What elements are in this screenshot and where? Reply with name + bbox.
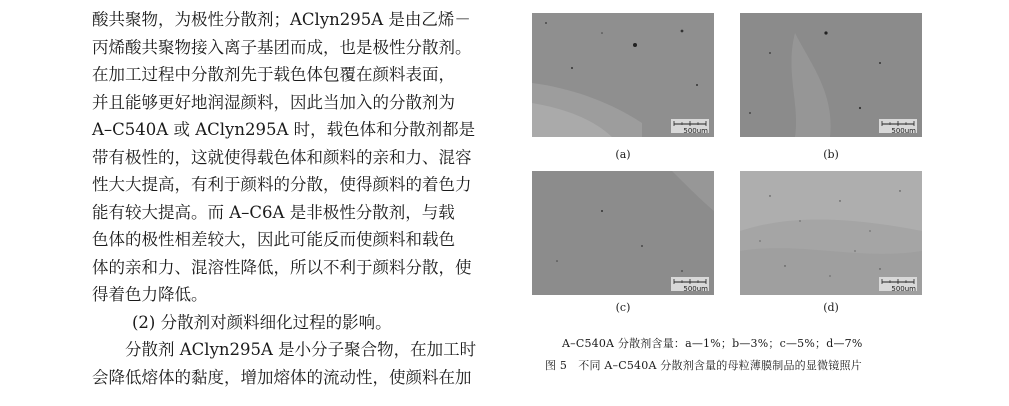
scale-label: 500um (683, 127, 708, 135)
text-line: 得着色力降低。 (92, 285, 208, 304)
text-line: 会降低熔体的黏度，增加熔体的流动性，使颜料在加 (92, 367, 472, 387)
scale-label: 500um (683, 285, 708, 293)
text-line: 色体的极性相差较大，因此可能反而使颜料和载色 (92, 230, 455, 249)
text-line: 性大大提高，有利于颜料的分散，使得颜料的着色力 (92, 175, 472, 194)
text-line: 分散剂 AClyn295A 是小分子聚合物，在加工时 (125, 340, 477, 359)
panel-label-a: (a) (615, 148, 631, 161)
micrograph-d (740, 171, 922, 295)
figure-caption: 图 5 不同 A–C540A 分散剂含量的母粒薄膜制品的显微镜照片 (545, 359, 862, 372)
scale-label: 500um (891, 285, 916, 293)
text-line: 体的亲和力、混溶性降低，所以不利于颜料分散，使 (92, 257, 472, 277)
micrograph-c (532, 171, 714, 295)
panel-label-d: (d) (823, 301, 839, 314)
article-text-column (92, 6, 510, 391)
text-line: 酸共聚物，为极性分散剂；AClyn295A 是由乙烯－ (92, 10, 471, 29)
text-line: A–C540A 或 AClyn295A 时，载色体和分散剂都是 (92, 120, 476, 139)
figure-5 (522, 0, 1009, 406)
paragraph-polarity (92, 6, 510, 309)
panel-label-c: (c) (615, 301, 631, 314)
text-line: 丙烯酸共聚物接入离子基团而成，也是极性分散剂。 (92, 37, 472, 57)
text-line: 带有极性的，这就使得载色体和颜料的亲和力、混容 (92, 147, 472, 167)
paragraph-refinement (92, 336, 510, 391)
panel-label-b: (b) (823, 148, 839, 161)
micrograph-b (740, 13, 922, 137)
section-heading: (2) 分散剂对颜料细化过程的影响。 (132, 312, 392, 332)
figure-legend: A–C540A 分散剂含量：a—1%；b—3%；c—5%；d—7% (562, 337, 863, 350)
micrograph-a (532, 13, 714, 137)
text-line: 并且能够更好地润湿颜料，因此当加入的分散剂为 (92, 92, 455, 112)
text-line: 能有较大提高。而 A–C6A 是非极性分散剂，与载 (92, 202, 455, 222)
scale-label: 500um (891, 127, 916, 135)
text-line: 在加工过程中分散剂先于载色体包覆在颜料表面， (92, 65, 455, 84)
